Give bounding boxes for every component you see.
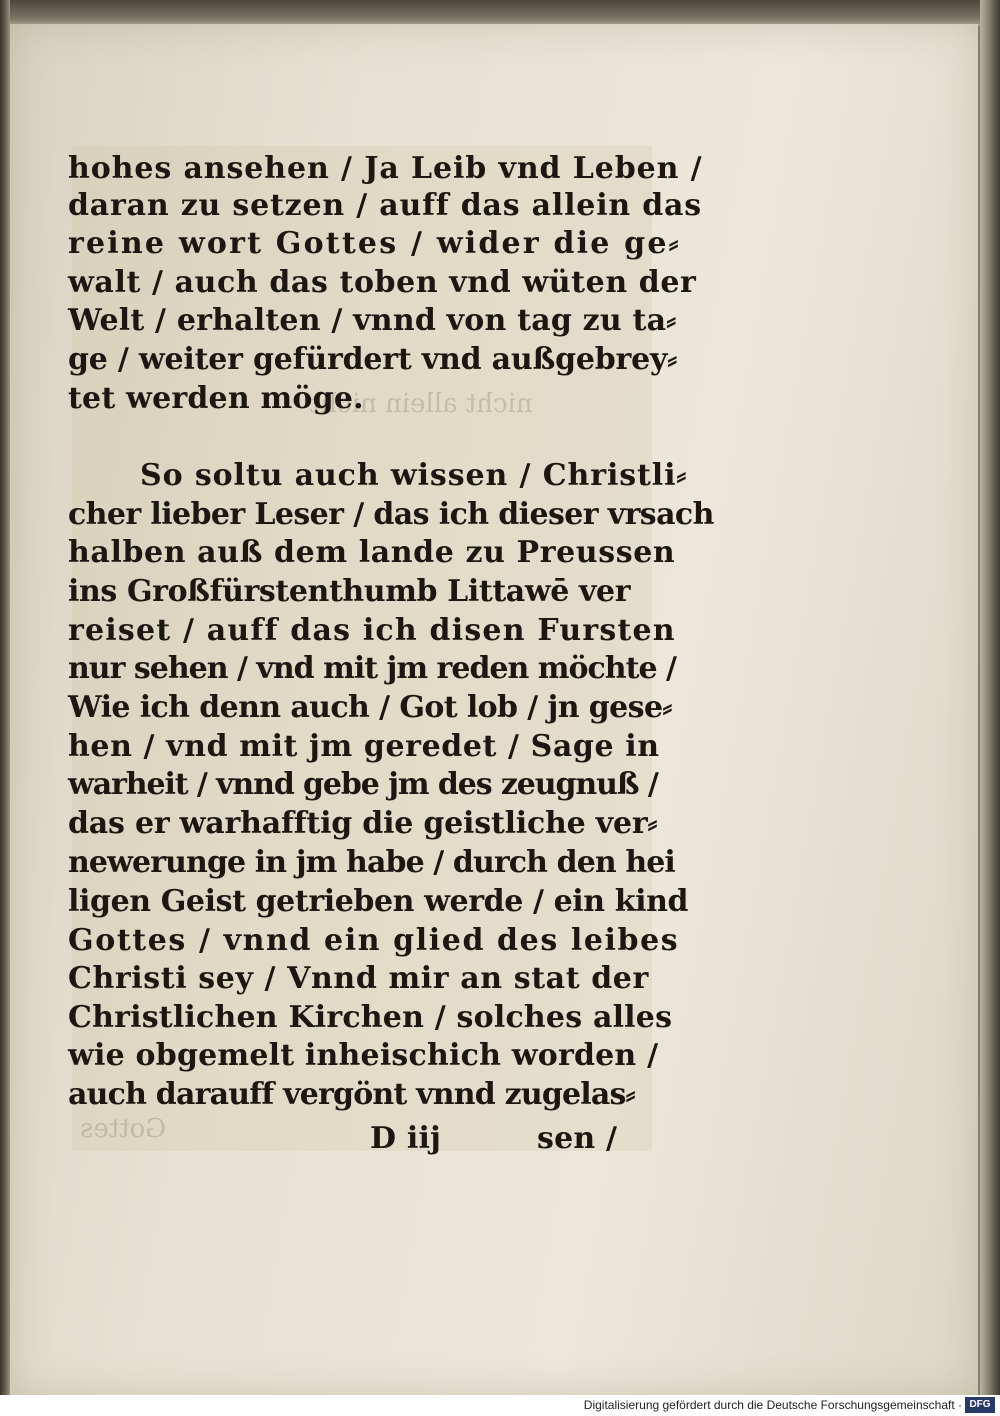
text-line-21: Christi sey / Vnnd mir an stat der [68, 961, 649, 996]
text-line-18: newerunge in jm habe / durch den hei [68, 845, 675, 880]
show-through-text: nicht allein nicht [310, 389, 533, 419]
text-line-1: hohes ansehen / Ja Leib vnd Leben / [68, 151, 703, 186]
text-line-11: ins Großfürstenthumb Littawē ver [68, 574, 631, 609]
digitization-footer [0, 1395, 1000, 1416]
text-line-9: cher lieber Leser / das ich dieser vrsach [68, 497, 714, 532]
text-line-4: walt / auch das toben vnd wüten der [68, 265, 697, 300]
text-line-15: hen / vnd mit jm geredet / Sage in [68, 729, 660, 764]
text-line-22: Christlichen Kirchen / solches alles [68, 1000, 673, 1035]
book-edge-top [0, 0, 1000, 26]
text-line-13: nur sehen / vnd mit jm reden möchte / [68, 651, 676, 686]
book-edge-right [980, 0, 1000, 1395]
show-through-text: Gottes [80, 1114, 167, 1144]
text-line-14: Wie ich denn auch / Got lob / jn gese⸗ [68, 690, 672, 725]
text-line-10: halben auß dem lande zu Preussen [68, 535, 676, 570]
text-line-19: ligen Geist getrieben werde / ein kind [68, 884, 689, 919]
text-line-12: reiset / auff das ich disen Fursten [68, 613, 676, 648]
catchword: sen / [537, 1121, 618, 1156]
text-line-7: tet werden möge. [68, 381, 364, 416]
text-line-23: wie obgemelt inheischich worden / [68, 1038, 659, 1073]
text-line-6: ge / weiter gefürdert vnd außgebrey⸗ [68, 342, 678, 377]
book-page [10, 24, 978, 1396]
signature-mark: D iij [370, 1121, 442, 1156]
text-line-8: So soltu auch wissen / Christli⸗ [140, 458, 688, 493]
book-edge-left [0, 0, 10, 1395]
text-line-20: Gottes / vnnd ein glied des leibes [68, 923, 680, 958]
dfg-logo: DFG [965, 1397, 995, 1413]
text-line-24: auch darauff vergönt vnnd zugelas⸗ [68, 1077, 635, 1112]
text-line-2: daran zu setzen / auff das allein das [68, 188, 702, 223]
text-line-17: das er warhafftig die geistliche ver⸗ [68, 806, 658, 841]
text-line-3: reine wort Gottes / wider die ge⸗ [68, 226, 681, 261]
funding-credit: Digitalisierung gefördert durch die Deutsche Forschungsgemeinschaft · [583, 1398, 962, 1412]
text-line-16: warheit / vnnd gebe jm des zeugnuß / [68, 767, 658, 802]
text-line-5: Welt / erhalten / vnnd von tag zu ta⸗ [68, 303, 677, 338]
